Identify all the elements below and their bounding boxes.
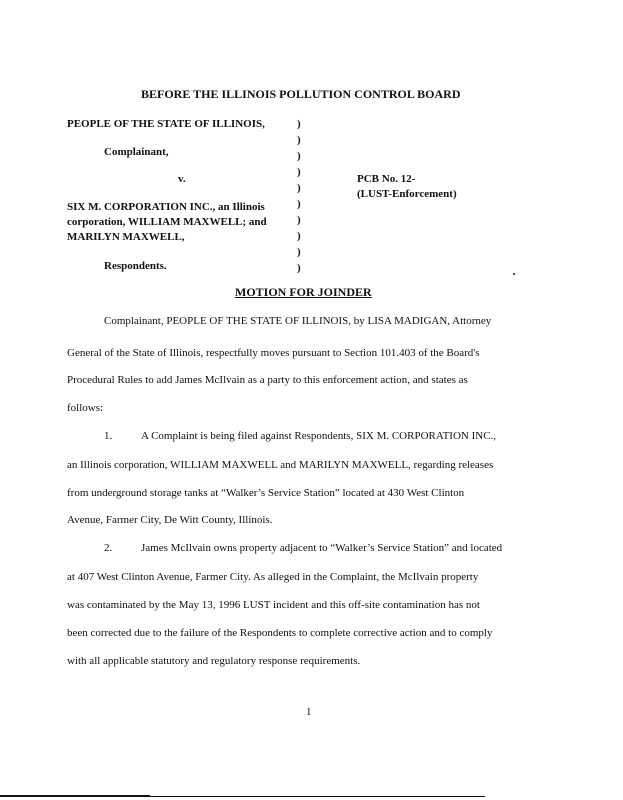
paragraph-2-line-2: at 407 West Clinton Avenue, Farmer City. As alleged in the Complaint, the McIlvain property xyxy=(67,571,479,583)
paragraph-1-number: 1. xyxy=(104,430,113,442)
paren: ) xyxy=(297,150,301,162)
paren: ) xyxy=(297,118,301,130)
paragraph-2-line-1: James McIlvain owns property adjacent to “Walker’s Service Station” and located xyxy=(141,542,503,554)
bottom-rule-thin xyxy=(150,796,485,797)
intro-line-2: General of the State of Illinois, respectfully moves pursuant to Section 101.403 of the Board's xyxy=(67,347,480,359)
caption-defendants-line-2: corporation, WILLIAM MAXWELL; and xyxy=(67,216,267,228)
paren: ) xyxy=(297,214,301,226)
case-type: (LUST-Enforcement) xyxy=(357,188,457,200)
intro-line-3: Procedural Rules to add James McIlvain as a party to this enforcement action, and states as xyxy=(67,374,468,386)
paragraph-2-number: 2. xyxy=(104,542,113,554)
caption-versus: v. xyxy=(178,173,186,185)
caption-defendants-line-3: MARILYN MAXWELL, xyxy=(67,231,185,243)
bottom-rule-thick xyxy=(0,795,150,797)
paren: ) xyxy=(297,262,301,274)
paren: ) xyxy=(297,182,301,194)
intro-line-1: Complainant, PEOPLE OF THE STATE OF ILLINOIS, by LISA MADIGAN, Attorney xyxy=(104,315,492,327)
paragraph-1-line-1: A Complaint is being filed against Respondents, SIX M. CORPORATION INC., xyxy=(141,430,497,442)
caption-defendants-line-1: SIX M. CORPORATION INC., an Illinois xyxy=(67,201,265,213)
paragraph-2-line-5: with all applicable statutory and regulatory response requirements. xyxy=(67,655,361,667)
scan-speck xyxy=(513,273,515,275)
caption-plaintiff: PEOPLE OF THE STATE OF ILLINOIS, xyxy=(67,118,265,130)
paragraph-1-line-3: from underground storage tanks at “Walker’s Service Station” located at 430 West Clinton xyxy=(67,487,465,499)
caption-paren-column xyxy=(297,116,301,276)
paragraph-1-line-4: Avenue, Farmer City, De Witt County, Illinois. xyxy=(67,514,273,526)
page-number: 1 xyxy=(306,706,312,718)
paren: ) xyxy=(297,134,301,146)
paragraph-1-line-2: an Illinois corporation, WILLIAM MAXWELL and MARILYN MAXWELL, regarding releases xyxy=(67,459,494,471)
paragraph-2-line-4: been corrected due to the failure of the Respondents to complete corrective action and to comply xyxy=(67,627,493,639)
paren: ) xyxy=(297,166,301,178)
caption-respondents-label: Respondents. xyxy=(104,260,167,272)
paren: ) xyxy=(297,246,301,258)
motion-title: MOTION FOR JOINDER xyxy=(235,285,372,299)
intro-line-4: follows: xyxy=(67,402,104,414)
caption-complainant-label: Complainant, xyxy=(104,146,169,158)
paren: ) xyxy=(297,198,301,210)
paragraph-2-line-3: was contaminated by the May 13, 1996 LUST incident and this off-site contamination has not xyxy=(67,599,480,611)
paren: ) xyxy=(297,230,301,242)
case-number: PCB No. 12- xyxy=(357,173,416,185)
board-title: BEFORE THE ILLINOIS POLLUTION CONTROL BOARD xyxy=(141,87,461,101)
